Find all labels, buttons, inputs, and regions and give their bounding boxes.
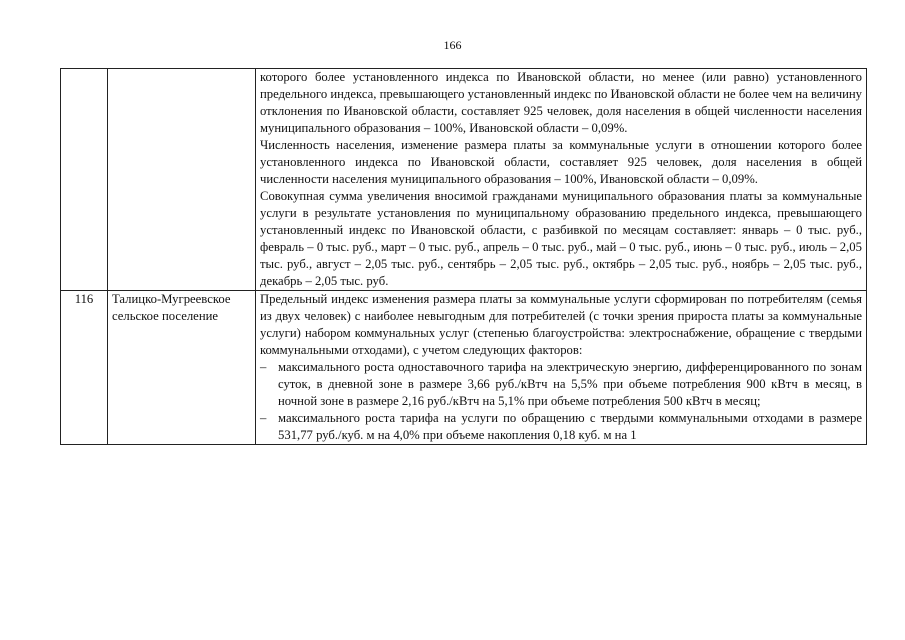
municipality-name-cell — [108, 69, 256, 291]
list-item — [260, 359, 862, 410]
paragraph: Совокупная сумма увеличения вносимой гражданами муниципального образования платы за коммунальные услуги в результате установления по муниципальному образованию предельного индекса, превышающего установленный индекс по Ивановской области, с разбивкой по месяцам составляет: январь – 0 тыс. руб., февраль – 0 тыс. руб., март – 0 тыс. руб., апрель – 0 тыс. руб., май – 0 тыс. руб., июнь – 0 тыс. руб., июль – 2,05 тыс. руб., август – 2,05 тыс. руб., сентябрь – 2,05 тыс. руб., октябрь – 2,05 тыс. руб., ноябрь – 2,05 тыс. руб., декабрь – 2,05 тыс. руб. — [260, 189, 862, 288]
table-row — [61, 69, 867, 291]
dash-marker: – — [260, 411, 267, 425]
factor-text: максимального роста одноставочного тарифа на электрическую энергию, дифференцированного по зонам суток, в дневной зоне в размере 3,66 руб./кВтч на 5,5% при объеме потребления 900 кВтч в месяц, в ночной зоне в размере 2,16 руб./кВтч на 5,1% при объеме потребления 500 кВтч в месяц; — [278, 360, 862, 408]
tariff-table — [60, 68, 867, 445]
list-item — [260, 410, 862, 444]
paragraph: Численность населения, изменение размера платы за коммунальные услуги в отношении которого более установленного индекса по Ивановской области, составляет 925 человек, доля населения в общей численности населения муниципального образования – 100%, Ивановской области – 0,09%. — [260, 138, 862, 186]
table-row — [61, 291, 867, 445]
row-number-cell: 116 — [61, 291, 108, 445]
description-cell — [256, 291, 867, 445]
row-number-cell — [61, 69, 108, 291]
description-cell — [256, 69, 867, 291]
factor-list — [260, 359, 862, 444]
paragraph: которого более установленного индекса по Ивановской области, но менее (или равно) установленного предельного индекса, превышающего установленный индекс по Ивановской области не более чем на величину отклонения по Ивановской области, составляет 925 человек, доля населения в общей численности населения муниципального образования – 100%, Ивановской области – 0,09%. — [260, 70, 862, 135]
municipality-name-cell: Талицко-Мугреевское сельское поселение — [108, 291, 256, 445]
factor-text: максимального роста тарифа на услуги по обращению с твердыми коммунальными отходами в размере 531,77 руб./куб. м на 4,0% при объеме накопления 0,18 куб. м на 1 — [278, 411, 862, 442]
page-number: 166 — [443, 38, 462, 52]
dash-marker: – — [260, 360, 267, 374]
paragraph: Предельный индекс изменения размера платы за коммунальные услуги сформирован по потребителям (семья из двух человек) с наиболее невыгодным для потребителей (с точки зрения прироста платы за коммунальные услуги) набором коммунальных услуг (степенью благоустройства: электроснабжение, обращение с твердыми коммунальными отходами), с учетом следующих факторов: — [260, 292, 862, 357]
